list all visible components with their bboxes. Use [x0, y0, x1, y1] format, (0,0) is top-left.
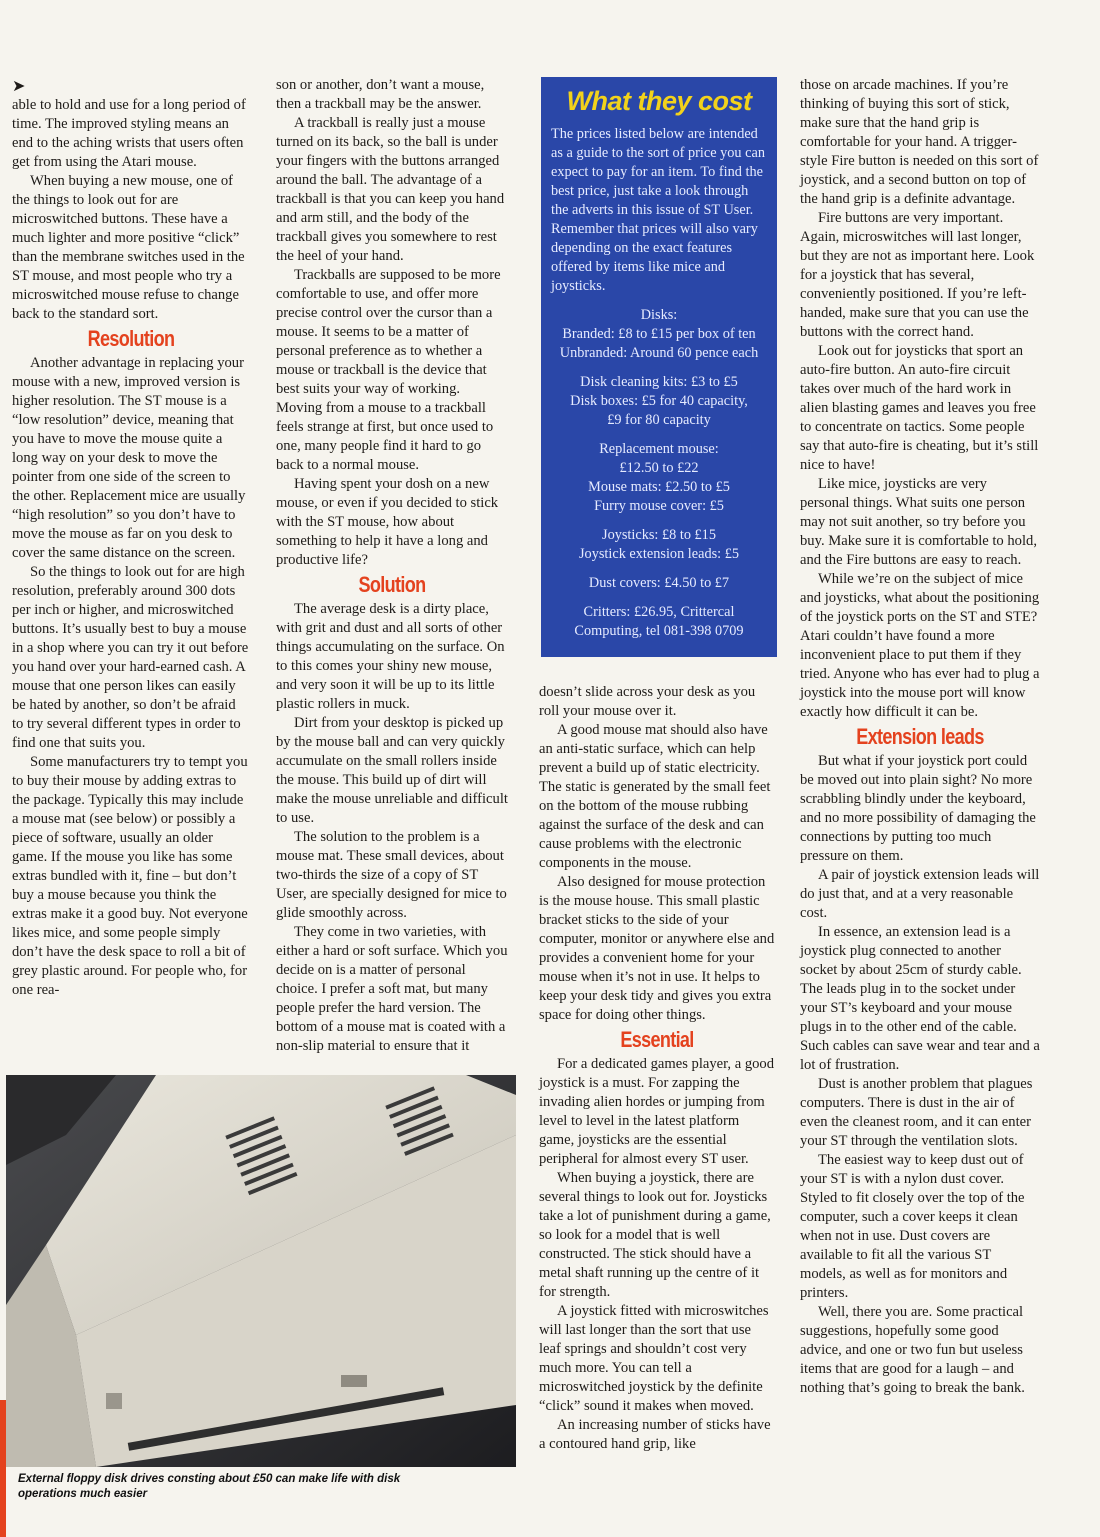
price-group-mouse — [541, 440, 777, 516]
price-line: Disk boxes: £5 for 40 capacity, — [570, 393, 748, 409]
paragraph: In essence, an extension lead is a joystick plug connected to another socket by about 25cm of sturdy cable. The leads plug in to the socket under your ST’s keyboard and your mouse plugs in to the other end of the cable. Such cables can save wear and tear and a lot of frustration. — [800, 924, 1040, 1073]
price-line: £12.50 to £22 — [619, 460, 699, 476]
paragraph: Like mice, joysticks are very personal things. What suits one person may not suit another, so try before you buy. Make sure it is comfortable to hold, and the Fire buttons are easy to reach. — [800, 476, 1037, 568]
accent-bar — [0, 1400, 6, 1537]
paragraph: Dirt from your desktop is picked up by the mouse ball and can very quickly accumulate on the small rollers inside the mouse. This build up of dirt will make the mouse unreliable and difficult to use. — [276, 715, 508, 826]
photo-caption: External floppy disk drives consting about £50 can make life with disk operations much easier — [18, 1473, 401, 1500]
paragraph: son or another, don’t want a mouse, then a trackball may be the answer. — [276, 77, 485, 112]
price-line: Furry mouse cover: £5 — [594, 498, 724, 514]
paragraph: Also designed for mouse protection is the mouse house. This small plastic bracket sticks to the side of your computer, monitor or anywhere else and provides a convenient home for your mouse when it’s not in use. It helps to keep your desk tidy and gives you extra space for doing other things. — [539, 874, 775, 1023]
floppy-drive-image — [6, 1075, 516, 1467]
paragraph: Having spent your dosh on a new mouse, or even if you decided to stick with the ST mouse, how about something to help it have a long and productive life? — [276, 476, 499, 568]
price-group-joysticks — [541, 526, 777, 564]
paragraph: Look out for joysticks that sport an auto-fire button. An auto-fire circuit takes over much of the hard work in alien blasting games and leaves you free to concentrate on tactics. Some people say that auto-fire is cheating, but it’s still nice to have! — [800, 343, 1039, 473]
section-heading-extension-leads: Extension leads — [856, 724, 984, 749]
paragraph: A joystick fitted with microswitches will last longer than the sort that use leaf springs and shouldn’t cost very much more. You can tell a microswitched joystick by the definite “click” sound it makes when moved. — [539, 1303, 769, 1414]
paragraph: Another advantage in replacing your mouse with a new, improved version is higher resolution. The ST mouse is a “low resolution” device, meaning that you have to move the mouse quite a long way on your desk to move the pointer from one side of the screen to the other. Replacement mice are usually “high resolution” so you don’t have to move the mouse as far on you desk to cover the same distance on the screen. — [12, 355, 246, 561]
paragraph: But what if your joystick port could be moved out into plain sight? No more scrabbling blindly under the keyboard, and no more possibility of damaging the connections by putting too much pressure on them. — [800, 753, 1036, 864]
paragraph: able to hold and use for a long period of time. The improved styling means an end to the aching wrists that users often get from using the Atari mouse. — [12, 97, 246, 170]
paragraph: Some manufacturers try to tempt you to buy their mouse by adding extras to the package. Typically this may include a mouse mat (see below) or possibly a piece of software, usually an older game. If the mouse you like has some extras bundled with it, fine – but don’t buy a mouse because you think the extras make it a good buy. Not everyone likes mice, and some people simply don’t have the desk space to roll a bit of grey plastic around. For people who, for one rea- — [12, 754, 248, 998]
paragraph: A trackball is really just a mouse turned on its back, so the ball is under your fingers with the buttons arranged around the ball. The advantage of a trackball is that you can keep you hand and arm still, and the body of the trackball gives you somewhere to rest the heel of your hand. — [276, 115, 505, 264]
paragraph: Well, there you are. Some practical suggestions, hopefully some good advice, and one or two fun but useless items that are good for a laugh – and nothing that’s going to break the bank. — [800, 1304, 1025, 1396]
price-line: £9 for 80 capacity — [607, 412, 711, 428]
price-line: Dust covers: £4.50 to £7 — [588, 575, 730, 591]
price-line: Joystick extension leads: £5 — [578, 546, 740, 562]
price-line: Mouse mats: £2.50 to £5 — [588, 479, 730, 495]
paragraph: They come in two varieties, with either a hard or soft surface. Which you decide on is a matter of personal choice. I prefer a soft mat, but many people prefer the hard version. The bottom of a mouse mat is coated with a non-slip material to ensure that it — [276, 924, 508, 1054]
price-group-disk-accessories — [541, 373, 777, 430]
column-2 — [276, 76, 508, 1056]
paragraph: A good mouse mat should also have an anti-static surface, which can help prevent a build up of static electricity. The static is generated by the small feet on the bottom of the mouse rubbing against the surface of the desk and can cause problems with the electronic components in the mouse. — [539, 722, 771, 871]
price-line: Disks: — [640, 307, 678, 323]
price-group-dust-covers — [541, 574, 777, 593]
section-heading-solution: Solution — [358, 572, 426, 597]
price-line: Replacement mouse: — [599, 441, 719, 457]
paragraph: The solution to the problem is a mouse mat. These small devices, about two-thirds the size of a copy of ST User, are specially designed for mice to glide smoothly across. — [276, 829, 507, 921]
floppy-drive-photo — [6, 1075, 516, 1467]
paragraph: those on arcade machines. If you’re thinking of buying this sort of stick, make sure that the hand grip is comfortable for your hand. A trigger-style Fire button is needed on this sort of joystick, and a second button on top of the hand grip is a definite advantage. — [800, 77, 1039, 207]
paragraph: So the things to look out for are high resolution, preferably around 300 dots per inch or higher, and microswitched buttons. It’s usually best to buy a mouse in a shop where you can try it out before you hand over your hard-earned cash. A mouse that one person likes can easily be hated by another, so don’t be afraid to try several different types in order to find one that suits you. — [12, 564, 249, 751]
section-heading-resolution: Resolution — [87, 326, 175, 351]
price-line: Branded: £8 to £15 per box of ten — [562, 326, 756, 342]
section-heading-essential: Essential — [620, 1027, 694, 1052]
paragraph: The average desk is a dirty place, with grit and dust and all sorts of other things accumulating on the surface. On to this comes your shiny new mouse, and very soon it will be up to its little plastic rollers in muck. — [276, 601, 505, 712]
paragraph: For a dedicated games player, a good joystick is a must. For zapping the invading alien hordes or jumping from level to level in the latest platform game, joysticks are the essential peripheral for almost every ST user. — [539, 1056, 775, 1167]
price-guide-intro: The prices listed below are intended as a guide to the sort of price you can expect to pay for an item. To find the best price, just take a look through the adverts in this issue of ST User. Remember that prices will also vary depending on the exact features offered by items like mice and joysticks. — [551, 126, 765, 294]
price-guide-title: What they cost — [566, 86, 752, 116]
paragraph: The easiest way to keep dust out of your ST is with a nylon dust cover. Styled to fit closely over the top of the computer, such a cover keeps it clean when not in use. Dust covers are available to fit all the various ST models, as well as for monitors and printers. — [800, 1152, 1025, 1301]
price-group-critters — [541, 603, 777, 641]
price-line: Unbranded: Around 60 pence each — [559, 345, 759, 361]
price-group-disks — [541, 306, 777, 363]
column-1 — [12, 96, 250, 1000]
paragraph: While we’re on the subject of mice and joysticks, what about the positioning of the joystick ports on the ST and STE? Atari couldn’t have found a more inconvenient place to put them if they tried. Anyone who has ever had to plug a joystick into the mouse port will know exactly how difficult it can be. — [800, 571, 1040, 720]
paragraph: When buying a new mouse, one of the things to look out for are microswitched buttons. These have a much lighter and more positive “click” than the membrane switches used in the ST mouse, and most people who try a microswitched mouse refuse to change back to the standard sort. — [12, 173, 245, 322]
column-3 — [539, 683, 775, 1454]
price-line: Disk cleaning kits: £3 to £5 — [580, 374, 738, 390]
paragraph: A pair of joystick extension leads will do just that, and at a very reasonable cost. — [800, 867, 1040, 921]
price-guide-box — [541, 77, 777, 657]
paragraph: When buying a joystick, there are several things to look out for. Joysticks take a lot of punishment during a game, so look for a model that is well constructed. The stick should have a metal shaft running up the centre of it for strength. — [539, 1170, 771, 1300]
price-line: Joysticks: £8 to £15 — [602, 527, 716, 543]
continued-arrow-icon: ➤ — [12, 76, 26, 95]
paragraph: doesn’t slide across your desk as you roll your mouse over it. — [539, 684, 756, 719]
price-line: Critters: £26.95, Crittercal — [583, 604, 735, 620]
price-line: Computing, tel 081-398 0709 — [574, 623, 744, 639]
paragraph: Trackballs are supposed to be more comfortable to use, and offer more precise control over the cursor than a mouse. It seems to be a matter of personal preference as to whether a mouse or trackball is the device that best suits your way of working. Moving from a mouse to a trackball feels strange at first, but once used to one, many people find it hard to go back to a normal mouse. — [276, 267, 501, 473]
paragraph: Fire buttons are very important. Again, microswitches will last longer, but they are not as important here. Look for a joystick that has several, conveniently positioned. If you’re left-handed, make sure that you can use the buttons with the correct hand. — [800, 210, 1035, 340]
column-4 — [800, 76, 1040, 1398]
paragraph: An increasing number of sticks have a contoured hand grip, like — [539, 1417, 771, 1452]
paragraph: Dust is another problem that plagues computers. There is dust in the air of even the cleanest room, and it can enter your ST through the ventilation slots. — [800, 1076, 1033, 1149]
